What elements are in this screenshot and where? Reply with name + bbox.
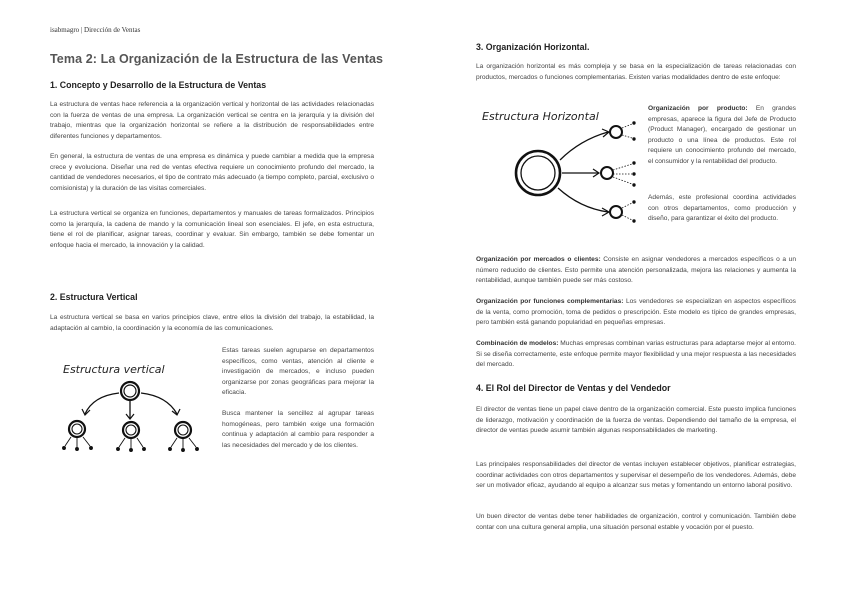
horizontal-structure-figure [480, 100, 645, 230]
section-1-heading: 1. Concepto y Desarrollo de la Estructura de Ventas [50, 80, 267, 90]
section-4-paragraph: Las principales responsabilidades del director de ventas incluyen establecer objetivos, planificar estrategias, coordinar actividades con otros departamentos y supervisar el desempeño de los vendedores. Además, debe ser un motivador eficaz, ayudando al equipo a alcanzar sus metas y fomentando un entorno laboral positivo. [476, 461, 796, 490]
section-3-intro: La organización horizontal es más compleja y se basa en la especialización de tareas relacionadas con productos, mercados o funciones complementarias. Existen varias modalidades dentro de este enfoque: [476, 63, 796, 81]
product-organization-paragraph-2: Además, este profesional coordina actividades con otros departamentos, como producción y diseño, para garantizar el éxito del producto. [648, 194, 796, 223]
right-page [424, 0, 848, 600]
section-2-intro: La estructura vertical se basa en varios principios clave, entre ellos la división del trabajo, la estabilidad, la adaptación al cambio, la coordinación y la economía de las comunicaciones. [50, 314, 374, 332]
functions-organization-text: Los vendedores se especializan en aspectos específicos de la venta, como promoción, toma de pedidos o prescripción. Este modelo es típico de grandes empresas, pero también está ganando popularidad en pequeñas empresas. [476, 298, 796, 327]
running-head: isabmagro | Dirección de Ventas [50, 26, 141, 34]
combination-label: Combinación de modelos: [476, 340, 559, 347]
markets-organization-paragraph [476, 255, 796, 287]
functions-organization-paragraph [476, 297, 796, 329]
product-organization-paragraph [648, 104, 796, 168]
section-3-heading: 3. Organización Horizontal. [476, 42, 590, 52]
section-1-paragraph: En general, la estructura de ventas de una empresa es dinámica y puede cambiar a medida que la empresa crece y evoluciona. Diseñar una red de ventas efectiva requiere un conocimiento profundo del mercado, la cantidad de vendedores necesarios, el tipo de contrato más adecuado (a tiempo completo, parcial, exclusivo o comisionista) y la duración de las visitas comerciales. [50, 153, 374, 192]
section-4-paragraph: Un buen director de ventas debe tener habilidades de organización, control y comunicación. También debe contar con una cultura general amplia, una situación personal estable y vocación por el puesto. [476, 513, 796, 531]
section-1-paragraph: La estructura de ventas hace referencia a la organización vertical y horizontal de las actividades relacionadas con la fuerza de ventas de una empresa. La organización vertical se centra en la jerarquía y la división del trabajo, mientras que la organización horizontal se refiere a la distribución de responsabilidades entre diferentes funciones y departamentos. [50, 101, 374, 140]
section-2-heading: 2. Estructura Vertical [50, 292, 138, 302]
section-1-paragraph: La estructura vertical se organiza en funciones, departamentos y manuales de tareas formalizados. Principios como la jerarquía, la cadena de mando y la comunicación lineal son esenciales. El jefe, en esta estructura, tiene el rol de planificar, asignar tareas, coordinar y evaluar. Sin embargo, también se debe fomentar un enfoque hacia el mercado, la innovación y la calidad. [50, 210, 374, 249]
section-4-heading: 4. El Rol del Director de Ventas y del Vendedor [476, 383, 671, 393]
combination-text: Muchas empresas combinan varias estructuras para adaptarse mejor al entorno. Si se diseña correctamente, este enfoque permite mayor flexibilidad y una mejor respuesta a las necesidades del mercado. [476, 340, 796, 369]
figure-caption-horizontal: Estructura Horizontal [482, 110, 599, 123]
functions-organization-label: Organización por funciones complementarias: [476, 298, 624, 305]
section-4-paragraph: El director de ventas tiene un papel clave dentro de la organización comercial. Este puesto implica funciones de liderazgo, motivación y coordinación de la fuerza de ventas. Dependiendo del tamaño de la empresa, el director de ventas puede asumir también algunas responsabilidades de marketing. [476, 406, 796, 435]
markets-organization-label: Organización por mercados o clientes: [476, 256, 601, 263]
page-title: Tema 2: La Organización de la Estructura de las Ventas [50, 52, 384, 66]
section-2-side-paragraph: Busca mantener la sencillez al agrupar tareas homogéneas, pero también exige una formación continua y adaptación al cambio para responder a las necesidades del mercado y de los clientes. [222, 410, 374, 449]
markets-organization-text: Consiste en asignar vendedores a mercados específicos o a un número reducido de clientes. Esto permite una atención personalizada, mejora las relaciones y aumenta la rentabilidad, aunque también puede ser más costoso. [476, 256, 796, 285]
product-organization-text: En grandes empresas, aparece la figura del Jefe de Producto (Product Manager), encargado de gestionar un producto o una línea de productos. Este rol requiere un conocimiento profundo del mercado, el consumidor y la rentabilidad del producto. [648, 105, 796, 165]
figure-caption-vertical: Estructura vertical [63, 363, 165, 376]
combination-paragraph [476, 339, 796, 371]
vertical-structure-figure [55, 348, 220, 458]
section-2-side-paragraph: Estas tareas suelen agruparse en departamentos específicos, como ventas, atención al cliente e investigación de mercados, e incluso pueden organizarse por zonas geográficas para mejorar la eficacia. [222, 347, 374, 397]
product-organization-label: Organización por producto: [648, 105, 748, 112]
